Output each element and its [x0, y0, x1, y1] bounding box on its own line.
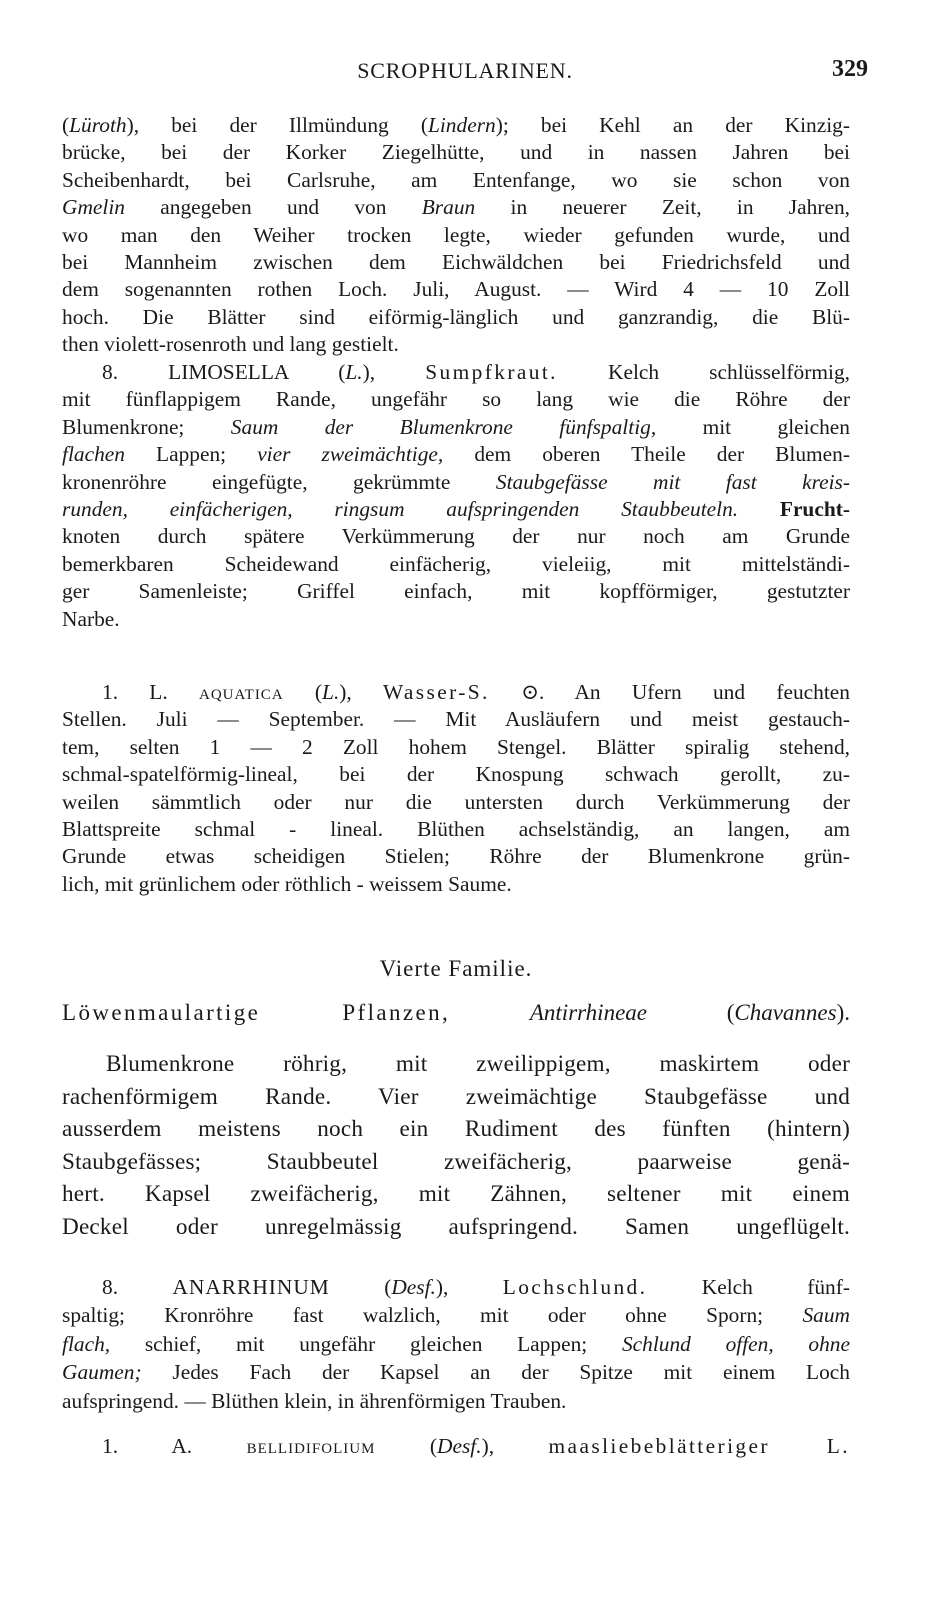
species-common-name: Wasser-S. [383, 680, 490, 704]
text-line: Gaumen; Jedes Fach der Kapsel an der Spitze mit einem Loch [62, 1360, 850, 1385]
page-number: 329 [832, 56, 868, 82]
text-line: Grunde etwas scheidigen Stielen; Röhre der Blumenkrone grün- [62, 844, 850, 869]
text-line: flachen Lappen; vier zweimächtige, dem oberen Theile der Blumen- [62, 442, 850, 467]
text-line: Stellen. Juli — September. — Mit Ausläufern und meist gestauch- [62, 707, 850, 732]
text-line: (Lüroth), bei der Illmündung (Lindern); bei Kehl an der Kinzig- [62, 113, 850, 137]
text-line: ger Samenleiste; Griffel einfach, mit kopfförmiger, gestutzter [62, 579, 850, 604]
paragraph-distribution [62, 112, 850, 359]
text-line: Blattspreite schmal - lineal. Blüthen achselständig, an langen, am [62, 817, 850, 842]
text-line: dem sogenannten rothen Loch. Juli, August. — Wird 4 — 10 Zoll [62, 277, 850, 302]
text-line: rachenförmigem Rande. Vier zweimächtige Staubgefässe und [62, 1083, 850, 1110]
running-title: SCROPHULARINEN. [357, 58, 573, 83]
text-line: Blumenkrone röhrig, mit zweilippigem, maskirtem oder [106, 1051, 850, 1077]
text-line: Deckel oder unregelmässig aufspringend. Samen ungeflügelt. [62, 1213, 850, 1240]
genus-author: L. [345, 360, 363, 384]
family-title: Vierte Familie. [379, 956, 533, 981]
genus-anarrhinum [62, 1273, 850, 1415]
text-line: 8. ANARRHINUM (Desf.), Lochschlund. Kelch fünf- [102, 1275, 850, 1299]
text-line: Gmelin angegeben und von Braun in neuerer Zeit, in Jahren, [62, 195, 850, 220]
text-line: 8. LIMOSELLA (L.), Sumpfkraut. Kelch schlüsselförmig, [102, 360, 850, 384]
genus-author: Desf. [391, 1275, 436, 1299]
family-name: Löwenmaulartige Pflanzen, [62, 1000, 451, 1025]
text-line: hoch. Die Blätter sind eiförmig-länglich und ganzrandig, die Blü- [62, 304, 850, 329]
text-line: Narbe. [62, 606, 120, 631]
species-limosella-aquatica [62, 679, 850, 898]
text-line: tem, selten 1 — 2 Zoll hohem Stengel. Blätter spiralig stehend, [62, 734, 850, 759]
family-subtitle: Löwenmaulartige Pflanzen, Antirrhineae (Chavannes). [62, 1000, 850, 1025]
genus-name: ANARRHINUM [172, 1275, 330, 1299]
text-line: Scheibenhardt, bei Carlsruhe, am Entenfange, wo sie schon von [62, 167, 850, 192]
text-line: schmal-spatelförmig-lineal, bei der Knospung schwach gerollt, zu- [62, 762, 850, 787]
annual-symbol: ⊙ [521, 680, 540, 704]
text-line: bemerkbaren Scheidewand einfächerig, vieleiig, mit mittelständi- [62, 551, 850, 576]
genus-limosella [62, 359, 850, 633]
page-header [62, 54, 868, 88]
genus-common-name: Sumpfkraut. [425, 360, 558, 384]
species-anarrhinum-bellidifolium [62, 1432, 850, 1460]
text-line: Staubgefässes; Staubbeutel zweifächerig, paarweise genä- [62, 1148, 850, 1175]
text-line: Blumenkrone; Saum der Blumenkrone fünfspaltig, mit gleichen [62, 414, 850, 439]
text-line: 1. L. aquatica (L.), Wasser-S. ⊙. An Ufern und feuchten [102, 680, 850, 704]
family-latin-name: Antirrhineae [529, 1000, 647, 1025]
text-line: 1. A. bellidifolium (Desf.), maasliebeblätteriger L. [102, 1434, 850, 1458]
text-line: runden, einfächerigen, ringsum aufspringenden Staubbeuteln. Frucht- [62, 497, 850, 522]
text-line: brücke, bei der Korker Ziegelhütte, und in nassen Jahren bei [62, 140, 850, 165]
text-line: mit fünflappigem Rande, ungefähr so lang wie die Röhre der [62, 387, 850, 412]
genus-number: 8. [102, 360, 119, 384]
species-epithet: bellidifolium [246, 1434, 376, 1458]
species-common-name: maasliebeblätteriger L. [548, 1434, 850, 1458]
species-epithet: aquatica [198, 680, 284, 704]
text-line: kronenröhre eingefügte, gekrümmte Staubgefässe mit fast kreis- [62, 469, 851, 494]
text-line: ausserdem meistens noch ein Rudiment des fünften (hintern) [62, 1116, 850, 1142]
family-description [62, 1048, 850, 1243]
text-line: lich, mit grünlichem oder röthlich - weissem Saume. [62, 871, 512, 896]
text-line: spaltig; Kronröhre fast walzlich, mit oder ohne Sporn; Saum [62, 1303, 850, 1328]
family-author: Chavannes [734, 1000, 837, 1025]
genus-common-name: Lochschlund. [502, 1275, 648, 1299]
text-line: then violett-rosenroth und lang gestielt. [62, 332, 399, 357]
text-line: bei Mannheim zwischen dem Eichwäldchen bei Friedrichsfeld und [62, 250, 850, 275]
text-line: wo man den Weiher trocken legte, wieder gefunden wurde, und [62, 222, 850, 247]
text-line: hert. Kapsel zweifächerig, mit Zähnen, seltener mit einem [62, 1181, 850, 1207]
text-line: aufspringend. — Blüthen klein, in ährenförmigen Trauben. [62, 1388, 567, 1413]
text-line: weilen sämmtlich oder nur die untersten durch Verkümmerung der [62, 789, 850, 814]
genus-name: LIMOSELLA [168, 360, 289, 384]
text-line: flach, schief, mit ungefähr gleichen Lappen; Schlund offen, ohne [62, 1331, 850, 1356]
text-line: knoten durch spätere Verkümmerung der nur noch am Grunde [62, 524, 850, 549]
